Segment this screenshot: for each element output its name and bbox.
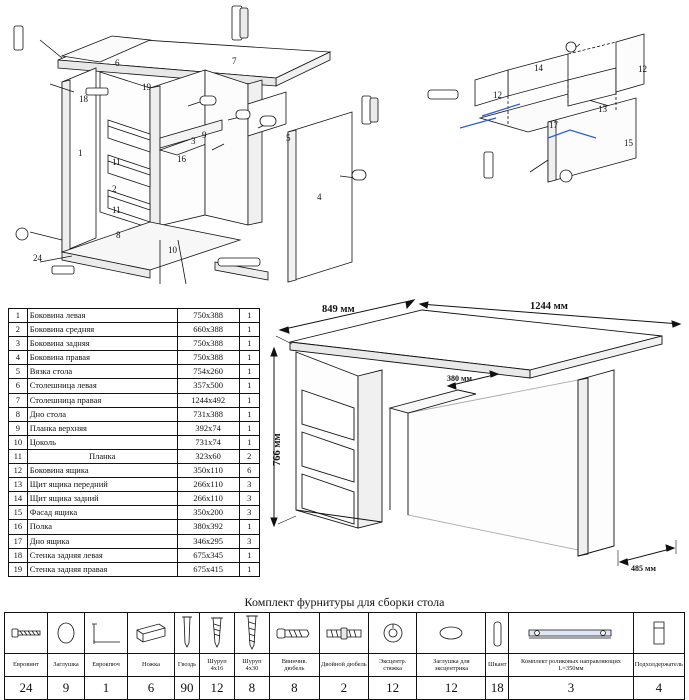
hardware-label: Шкант bbox=[486, 654, 509, 677]
hardware-label: Подхолдержатель bbox=[633, 654, 684, 677]
dimension-depth-inner: 380 мм bbox=[447, 374, 472, 383]
callout-5: 5 bbox=[286, 133, 291, 143]
cabinet-exploded-diagram bbox=[0, 0, 420, 300]
hardware-count: 8 bbox=[269, 677, 319, 700]
part-name: Цоколь bbox=[27, 435, 177, 449]
table-row bbox=[9, 478, 260, 492]
part-dimension: 323x60 bbox=[177, 449, 239, 463]
parts-table bbox=[8, 308, 260, 577]
part-dimension: 392x74 bbox=[177, 421, 239, 435]
hardware-count: 1 bbox=[85, 677, 128, 700]
table-row bbox=[9, 492, 260, 506]
part-name: Столешница левая bbox=[27, 379, 177, 393]
part-quantity: 2 bbox=[239, 449, 259, 463]
table-row bbox=[9, 520, 260, 534]
part-index: 14 bbox=[9, 492, 28, 506]
hardware-count: 12 bbox=[368, 677, 417, 700]
part-dimension: 350x200 bbox=[177, 506, 239, 520]
part-dimension: 1244x492 bbox=[177, 393, 239, 407]
screw-4x30-icon bbox=[234, 613, 269, 654]
part-index: 19 bbox=[9, 562, 28, 576]
part-quantity: 1 bbox=[239, 435, 259, 449]
table-row bbox=[9, 506, 260, 520]
part-index: 17 bbox=[9, 534, 28, 548]
part-dimension: 266x110 bbox=[177, 492, 239, 506]
part-index: 16 bbox=[9, 520, 28, 534]
callout-r14: 14 bbox=[534, 63, 543, 73]
dimension-width-main: 1244 мм bbox=[530, 301, 568, 312]
dimension-width-side: 849 мм bbox=[322, 304, 355, 315]
hardware-label: Шуруп 4х30 bbox=[234, 654, 269, 677]
callout-r12a: 12 bbox=[638, 64, 647, 74]
callout-2: 2 bbox=[112, 184, 117, 194]
part-name: Боковина задняя bbox=[27, 337, 177, 351]
callout-19: 19 bbox=[142, 82, 151, 92]
hardware-label: Двойной дюбель bbox=[319, 654, 368, 677]
table-row bbox=[9, 421, 260, 435]
table-row bbox=[9, 548, 260, 562]
callout-3: 3 bbox=[191, 136, 196, 146]
confirmat-screw-icon bbox=[5, 613, 48, 654]
hardware-count: 12 bbox=[200, 677, 235, 700]
hardware-label: Шуруп 4х16 bbox=[200, 654, 235, 677]
table-row bbox=[9, 365, 260, 379]
part-name: Стенка задняя левая bbox=[27, 548, 177, 562]
hardware-count: 4 bbox=[633, 677, 684, 700]
part-quantity: 3 bbox=[239, 534, 259, 548]
drawer-exploded-diagram bbox=[420, 20, 689, 200]
part-index: 10 bbox=[9, 435, 28, 449]
part-dimension: 731x388 bbox=[177, 407, 239, 421]
callout-11b: 11 bbox=[112, 205, 121, 215]
part-index: 15 bbox=[9, 506, 28, 520]
hardware-count: 12 bbox=[417, 677, 486, 700]
part-quantity: 3 bbox=[239, 478, 259, 492]
wooden-dowel-icon bbox=[486, 613, 509, 654]
screw-4x16-icon bbox=[200, 613, 235, 654]
part-name: Дно ящика bbox=[27, 534, 177, 548]
callout-18: 18 bbox=[79, 94, 88, 104]
screw-in-dowel-icon bbox=[269, 613, 319, 654]
callout-r17: 17 bbox=[549, 120, 558, 130]
part-index: 2 bbox=[9, 323, 28, 337]
hardware-label: Ножка bbox=[128, 654, 175, 677]
hardware-count: 8 bbox=[234, 677, 269, 700]
part-index: 3 bbox=[9, 337, 28, 351]
table-row bbox=[9, 323, 260, 337]
callout-16: 16 bbox=[177, 154, 186, 164]
hardware-count: 24 bbox=[5, 677, 48, 700]
part-index: 12 bbox=[9, 464, 28, 478]
table-row bbox=[9, 393, 260, 407]
part-name: Щит ящика передний bbox=[27, 478, 177, 492]
hardware-count: 9 bbox=[48, 677, 85, 700]
part-name: Боковина средняя bbox=[27, 323, 177, 337]
callout-r13: 13 bbox=[598, 104, 607, 114]
table-row bbox=[9, 337, 260, 351]
hardware-label: Заглушка для эксцентрика bbox=[417, 654, 486, 677]
part-dimension: 754x260 bbox=[177, 365, 239, 379]
cam-lock-icon bbox=[368, 613, 417, 654]
part-dimension: 380x392 bbox=[177, 520, 239, 534]
part-name: Столешница правая bbox=[27, 393, 177, 407]
part-quantity: 1 bbox=[239, 365, 259, 379]
callout-10: 10 bbox=[168, 245, 177, 255]
part-index: 1 bbox=[9, 309, 28, 323]
part-quantity: 6 bbox=[239, 464, 259, 478]
part-quantity: 1 bbox=[239, 562, 259, 576]
hardware-label: Заглушка bbox=[48, 654, 85, 677]
part-dimension: 346x295 bbox=[177, 534, 239, 548]
part-quantity: 1 bbox=[239, 379, 259, 393]
hardware-label: Еврокпюч bbox=[85, 654, 128, 677]
part-name: Щит ящика задний bbox=[27, 492, 177, 506]
hardware-count: 90 bbox=[175, 677, 200, 700]
callout-4: 4 bbox=[317, 192, 322, 202]
part-dimension: 675x415 bbox=[177, 562, 239, 576]
part-index: 11 bbox=[9, 449, 28, 463]
table-row bbox=[9, 379, 260, 393]
hardware-count: 18 bbox=[486, 677, 509, 700]
part-index: 9 bbox=[9, 421, 28, 435]
table-row bbox=[9, 562, 260, 576]
part-index: 8 bbox=[9, 407, 28, 421]
desk-dimension-drawing bbox=[262, 300, 689, 592]
table-row bbox=[9, 449, 260, 463]
part-quantity: 1 bbox=[239, 548, 259, 562]
cam-cover-icon bbox=[417, 613, 486, 654]
part-quantity: 1 bbox=[239, 337, 259, 351]
table-row bbox=[9, 407, 260, 421]
hardware-title: Комплект фурнитуры для сборки стола bbox=[244, 595, 445, 609]
callout-1: 1 bbox=[78, 148, 83, 158]
part-dimension: 675x345 bbox=[177, 548, 239, 562]
table-row bbox=[9, 464, 260, 478]
hardware-label: Евровинт bbox=[5, 654, 48, 677]
part-index: 7 bbox=[9, 393, 28, 407]
table-row bbox=[9, 534, 260, 548]
nail-icon bbox=[175, 613, 200, 654]
hardware-count: 6 bbox=[128, 677, 175, 700]
part-name: Фасад ящика bbox=[27, 506, 177, 520]
part-quantity: 1 bbox=[239, 407, 259, 421]
hardware-label: Комплект роликовых направляющих L=350мм bbox=[509, 654, 633, 677]
table-row bbox=[9, 351, 260, 365]
part-dimension: 750x388 bbox=[177, 309, 239, 323]
part-name: Стенка задняя правая bbox=[27, 562, 177, 576]
part-dimension: 357x500 bbox=[177, 379, 239, 393]
callout-7: 7 bbox=[232, 56, 237, 66]
hardware-table bbox=[4, 612, 685, 700]
part-index: 18 bbox=[9, 548, 28, 562]
part-quantity: 3 bbox=[239, 506, 259, 520]
part-quantity: 1 bbox=[239, 520, 259, 534]
part-quantity: 3 bbox=[239, 492, 259, 506]
part-name: Планка bbox=[27, 449, 177, 463]
dimension-depth-bottom: 485 мм bbox=[631, 564, 656, 573]
callout-8: 8 bbox=[116, 230, 121, 240]
drawer-slide-icon bbox=[509, 613, 633, 654]
part-dimension: 266x110 bbox=[177, 478, 239, 492]
callout-9: 9 bbox=[202, 130, 207, 140]
hardware-count: 3 bbox=[509, 677, 633, 700]
allen-key-icon bbox=[85, 613, 128, 654]
part-quantity: 1 bbox=[239, 351, 259, 365]
callout-6: 6 bbox=[115, 58, 120, 68]
part-dimension: 750x388 bbox=[177, 337, 239, 351]
hardware-count: 2 bbox=[319, 677, 368, 700]
part-index: 6 bbox=[9, 379, 28, 393]
double-dowel-icon bbox=[319, 613, 368, 654]
cup-holder-icon bbox=[633, 613, 684, 654]
part-dimension: 731x74 bbox=[177, 435, 239, 449]
hardware-label: Эксцентр. стяжка bbox=[368, 654, 417, 677]
callout-11a: 11 bbox=[112, 157, 121, 167]
part-quantity: 1 bbox=[239, 393, 259, 407]
part-name: Планка верхняя bbox=[27, 421, 177, 435]
part-name: Боковина ящика bbox=[27, 464, 177, 478]
table-row bbox=[9, 309, 260, 323]
part-name: Боковина левая bbox=[27, 309, 177, 323]
part-dimension: 660x388 bbox=[177, 323, 239, 337]
callout-r15: 15 bbox=[624, 138, 633, 148]
callout-24: 24 bbox=[33, 253, 42, 263]
cap-plug-icon bbox=[48, 613, 85, 654]
part-quantity: 1 bbox=[239, 309, 259, 323]
furniture-leg-icon bbox=[128, 613, 175, 654]
part-quantity: 1 bbox=[239, 421, 259, 435]
part-name: Дно стола bbox=[27, 407, 177, 421]
callout-r12b: 12 bbox=[493, 90, 502, 100]
part-quantity: 1 bbox=[239, 323, 259, 337]
hardware-label: Ввинчив. дюбель bbox=[269, 654, 319, 677]
part-name: Полка bbox=[27, 520, 177, 534]
part-index: 5 bbox=[9, 365, 28, 379]
hardware-label: Гвоздь bbox=[175, 654, 200, 677]
part-index: 4 bbox=[9, 351, 28, 365]
part-name: Боковина правая bbox=[27, 351, 177, 365]
part-dimension: 750x388 bbox=[177, 351, 239, 365]
part-name: Вязка стола bbox=[27, 365, 177, 379]
table-row bbox=[9, 435, 260, 449]
part-index: 13 bbox=[9, 478, 28, 492]
dimension-height: 766 мм bbox=[272, 433, 283, 466]
part-dimension: 350x110 bbox=[177, 464, 239, 478]
